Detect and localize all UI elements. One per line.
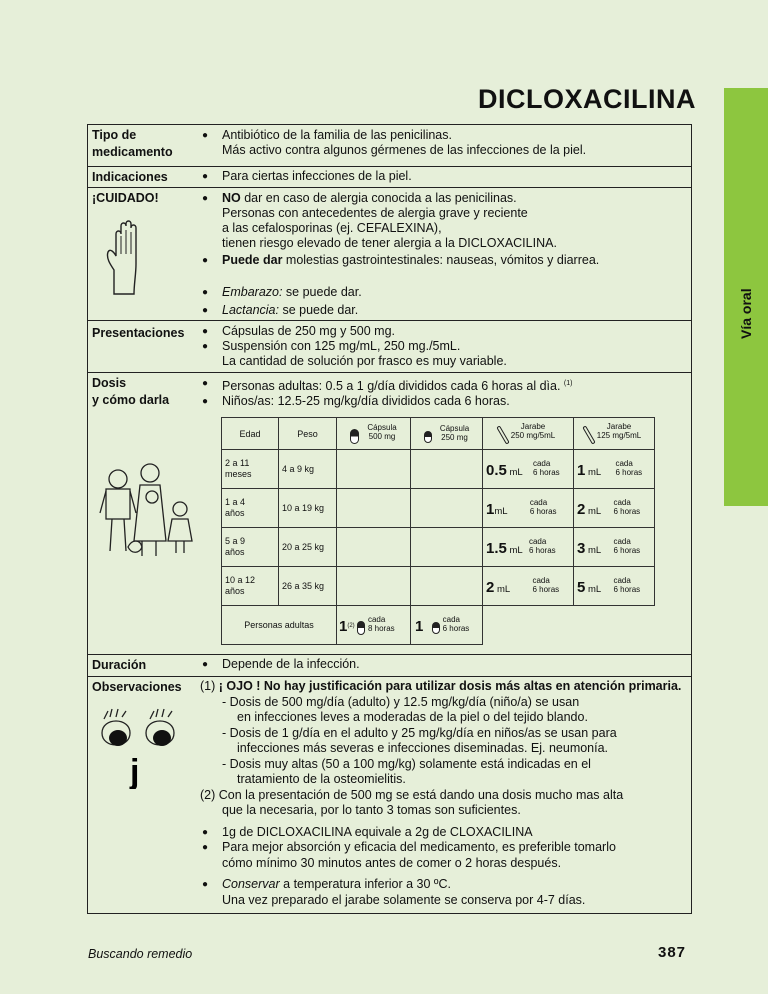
cuidado-puede: Puede dar [222, 253, 283, 267]
j250-freq: cada 6 horas [529, 498, 557, 516]
cell-empty [483, 606, 574, 645]
j250-unit: mL [494, 506, 508, 517]
lac-value: se puede dar. [278, 303, 359, 317]
j250-freq: cada 6 horas [532, 459, 560, 477]
dosis-ninos: ● Niños/as: 12.5-25 mg/kg/día divididos cada 6 horas. [202, 394, 687, 409]
j250-unit: mL [506, 467, 523, 478]
adultos-c500-n: 1 [339, 617, 348, 635]
warning-hand-icon [102, 214, 152, 298]
j250-freq: cada 6 horas [532, 576, 560, 594]
row-duracion [87, 654, 692, 676]
tipo-line-1: ● Antibiótico de la familia de las penicilinas. [202, 128, 687, 143]
cell-empty [411, 450, 483, 489]
cell-empty [337, 528, 411, 567]
cuidado-b2-rest: molestias gastrointestinales: nauseas, vómitos y diarrea. [282, 253, 600, 267]
obs-d3-text: Dosis muy altas (50 a 100 mg/kg) solamente está indicadas en el [229, 756, 591, 771]
obs-note-2 [200, 788, 687, 804]
indicaciones-text: ● Para ciertas infecciones de la piel. [202, 169, 687, 184]
cuidado-b1-cont-1: Personas con antecedentes de alergia grave y reciente [222, 206, 528, 220]
obs-d2b: infecciones más severas e infecciones diseminadas. Ej. neumonía. [237, 741, 609, 755]
j125-freq: cada 6 horas [615, 459, 643, 477]
adultos-c500-freq: cada 8 horas [367, 614, 395, 633]
duracion-text: ● Depende de la infección. [202, 657, 687, 672]
capsule-icon [350, 429, 359, 444]
obs-d2-text: Dosis de 1 g/día en el adulto y 25 mg/kg/día en niños/as se usan para [229, 725, 617, 740]
cuidado-b1-cont-2: a las cefalosporinas (ej. CEFALEXINA), [222, 221, 442, 235]
adultos-label: Personas adultas [222, 606, 337, 645]
obs-d3: - Dosis muy altas (50 a 100 mg/kg) solamente está indicadas en el [222, 756, 591, 771]
row-edad: 5 a 9 años [222, 528, 279, 567]
side-tab-label: Vía oral [738, 288, 754, 339]
adultos-c500 [337, 606, 411, 645]
j125-freq: cada 6 horas [613, 576, 641, 594]
cuidado-no: NO [222, 191, 241, 205]
label-cuidado: ¡CUIDADO! [92, 191, 159, 205]
cuidado-bullet-1 [202, 191, 687, 206]
dose-table-header [222, 418, 655, 450]
obs-d3b: tratamiento de la osteomielitis. [237, 772, 406, 786]
dose-table [221, 417, 655, 645]
obs-p2: Con la presentación de 500 mg se está dando una dosis mucho mas alta [218, 787, 624, 802]
tipo-line-2: Más activo contra algunos gérmenes de las infecciones de la piel. [222, 143, 587, 157]
family-icon [96, 461, 202, 561]
obs-cons-rest: a temperatura inferior a 30 ºC. [279, 877, 451, 891]
obs-n2: (2) [200, 787, 216, 802]
dose-row-adultos [222, 606, 655, 645]
col-c250-label: Cápsula 250 mg [439, 423, 470, 442]
obs-d1-text: Dosis de 500 mg/día (adulto) y 12.5 mg/kg/día (niño/a) se usan [229, 694, 580, 709]
j250-unit: mL [506, 545, 523, 556]
obs-d1b: en infecciones leves a moderadas de la piel o del tejido blando. [237, 710, 588, 724]
adultos-c250-n: 1 [415, 618, 424, 635]
row-edad: 1 a 4 años [222, 489, 279, 528]
label-duracion: Duración [92, 658, 147, 672]
dosis-adultos-sup: (1) [563, 380, 573, 387]
dose-row [222, 528, 655, 567]
col-jarabe-250 [483, 418, 574, 450]
cuidado-lactancia [202, 303, 687, 318]
row-tipo [87, 124, 692, 166]
cell-empty [411, 489, 483, 528]
j250-amount: 2 [486, 579, 495, 596]
col-peso: Peso [279, 418, 337, 450]
adultos-c500-sup: (2) [347, 622, 355, 629]
cell-empty [337, 489, 411, 528]
row-peso: 10 a 19 kg [279, 489, 337, 528]
row-peso: 20 a 25 kg [279, 528, 337, 567]
col-j250-label: Jarabe 250 mg/5mL [510, 421, 556, 440]
pres-line-2: ● Suspensión con 125 mg/mL, 250 mg./5mL. [202, 339, 687, 354]
footer-book: Buscando remedio [88, 947, 193, 961]
row-edad: 2 a 11 meses [222, 450, 279, 489]
capsule-icon [432, 622, 440, 634]
page-number: 387 [658, 944, 687, 961]
j125-amount: 2 [577, 501, 586, 518]
row-dosis [87, 372, 692, 654]
col-capsula-250 [411, 418, 483, 450]
j125-freq: cada 6 horas [613, 498, 641, 516]
dosis-adultos [202, 376, 687, 394]
dose-row [222, 489, 655, 528]
j125-amount: 5 [577, 579, 586, 596]
j125-amount: 1 [577, 462, 586, 479]
obs-d2: - Dosis de 1 g/día en el adulto y 25 mg/kg/día en niños/as se usan para [222, 725, 617, 740]
j250-amount: 1 [486, 501, 495, 518]
spoon-icon [582, 426, 595, 445]
obs-cons2: Una vez preparado el jarabe solamente se conserva por 4-7 días. [222, 892, 586, 907]
cuidado-b1-rest: dar en caso de alergia conocida a las penicilinas. [240, 191, 517, 205]
obs-b1: ● 1g de DICLOXACILINA equivale a 2g de CLOXACILINA [202, 825, 687, 841]
j125-unit: mL [585, 467, 601, 478]
label-observaciones: Observaciones [92, 680, 182, 694]
j250-amount: 1.5 [486, 540, 507, 557]
row-cuidado [87, 187, 692, 320]
j250-freq: cada 6 horas [528, 537, 556, 555]
obs-conservar [202, 877, 687, 893]
cell-j250 [483, 567, 574, 606]
pres-line-3: La cantidad de solución por frasco es muy variable. [222, 354, 507, 368]
cell-j250 [483, 489, 574, 528]
col-j125-label: Jarabe 125 mg/5mL [596, 421, 642, 440]
cuidado-bullet-2 [202, 253, 687, 268]
capsule-icon [424, 431, 432, 443]
emb-label: Embarazo: [222, 285, 283, 299]
cuidado-b1-cont-3: tienen riesgo elevado de tener alergia a la DICLOXACILINA. [222, 236, 557, 250]
obs-p2b: que la necesaria, por lo tanto 3 tomas son suficientes. [222, 803, 521, 817]
cell-empty [411, 528, 483, 567]
row-indicaciones [87, 166, 692, 187]
dose-row [222, 450, 655, 489]
row-peso: 26 a 35 kg [279, 567, 337, 606]
j125-unit: mL [585, 545, 601, 556]
row-edad: 10 a 12 años [222, 567, 279, 606]
j125-freq: cada 6 horas [613, 537, 641, 555]
page-title: DICLOXACILINA [478, 84, 696, 114]
cell-j125 [574, 567, 655, 606]
obs-ojo: ¡ OJO ! No hay justificación para utilizar dosis más altas en atención primaria. [218, 679, 682, 693]
obs-b2: ● Para mejor absorción y eficacia del medicamento, es preferible tomarlo [202, 840, 687, 856]
j125-amount: 3 [577, 540, 586, 557]
pres-line-1: ● Cápsulas de 250 mg y 500 mg. [202, 324, 687, 339]
row-observaciones [87, 676, 692, 914]
col-edad: Edad [222, 418, 279, 450]
row-peso: 4 a 9 kg [279, 450, 337, 489]
cell-j250 [483, 450, 574, 489]
label-tipo: Tipo de medicamento [92, 128, 173, 159]
cell-j125 [574, 489, 655, 528]
j125-unit: mL [585, 584, 601, 595]
obs-b2b: cómo mínimo 30 minutos antes de comer o 2 horas después. [222, 855, 562, 870]
dose-row [222, 567, 655, 606]
lac-label: Lactancia: [222, 303, 279, 317]
cell-empty [411, 567, 483, 606]
j250-amount: 0.5 [486, 462, 507, 479]
cell-empty [337, 567, 411, 606]
emb-value: se puede dar. [282, 285, 362, 299]
col-jarabe-125 [574, 418, 655, 450]
adultos-c250-freq: cada 6 horas [442, 615, 470, 633]
cell-j125 [574, 528, 655, 567]
spoon-icon [496, 426, 509, 445]
cell-j250 [483, 528, 574, 567]
col-c500-label: Cápsula 500 mg [367, 422, 397, 441]
adultos-c250 [411, 606, 483, 645]
label-dosis: Dosis y cómo darla [92, 376, 170, 407]
cell-empty [574, 606, 655, 645]
col-capsula-500 [337, 418, 411, 450]
obs-n1: (1) [200, 679, 216, 693]
obs-note-1 [200, 679, 687, 695]
cuidado-embarazo [202, 285, 687, 300]
dosis-adultos-text: Personas adultas: 0.5 a 1 g/día divididos cada 6 horas al dìa. [222, 379, 561, 394]
capsule-icon [357, 621, 365, 635]
label-indicaciones: Indicaciones [92, 170, 168, 184]
row-presentaciones [87, 320, 692, 372]
svg-text:j: j [130, 753, 140, 789]
cell-j125 [574, 450, 655, 489]
j125-unit: mL [585, 506, 601, 517]
obs-d1: - Dosis de 500 mg/día (adulto) y 12.5 mg/kg/día (niño/a) se usan [222, 694, 580, 709]
j250-unit: mL [494, 584, 510, 595]
obs-cons: Conservar [222, 877, 280, 891]
eyes-icon [96, 705, 186, 789]
cell-empty [337, 450, 411, 489]
label-presentaciones: Presentaciones [92, 326, 185, 340]
